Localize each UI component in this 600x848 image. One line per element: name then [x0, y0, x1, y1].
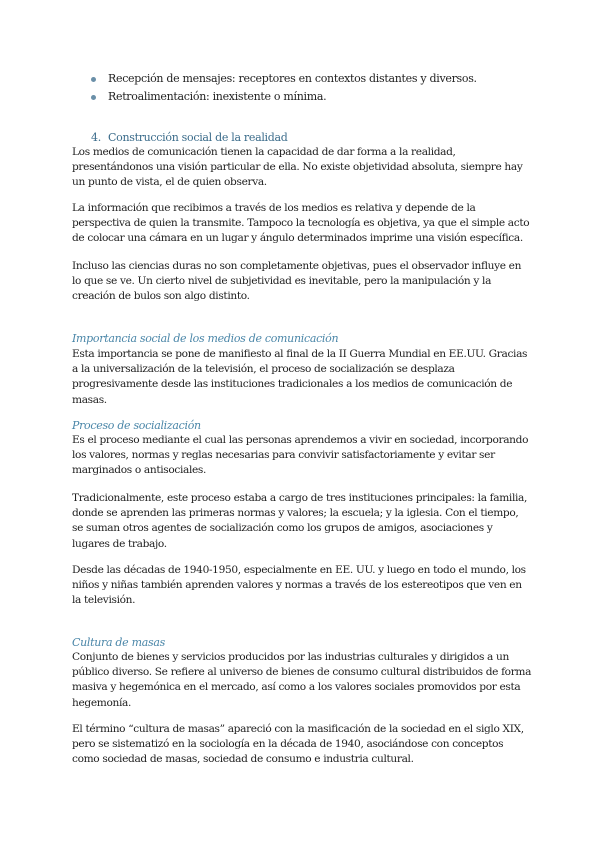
paragraph: La información que recibimos a través de los medios es relativa y depende de la perspectiva de quien la transmite. Tampoco la tecnología es objetiva, ya que el simple acto de colocar una cámara en un lugar y ángulo determinados imprime una visión específica.	[72, 202, 530, 245]
paragraph: Es el proceso mediante el cual las personas aprendemos a vivir en sociedad, incorporando los valores, normas y reglas necesarias para convivir satisfactoriamente y evitar ser marginados o antisociales.	[72, 434, 529, 477]
list-item: Retroalimentación: inexistente o mínima.	[88, 89, 477, 104]
paragraph: Incluso las ciencias duras no son completamente objetivas, pues el observador influye en lo que se ve. Un cierto nivel de subjetividad es inevitable, pero la manipulación y la creación de bulos son algo distinto.	[72, 260, 522, 303]
section-title: Construcción social de la realidad	[108, 131, 288, 144]
section-heading-cultura: Cultura de masas	[72, 636, 165, 649]
paragraph: Conjunto de bienes y servicios producidos por las industrias culturales y dirigidos a un público diverso. Se refiere al universo de bienes de consumo cultural distribuidos de forma masiva y hegemónica en el mercado, así como a los valores sociales promovidos por esta hegemonía.	[72, 651, 532, 709]
section-heading-construccion	[91, 131, 288, 144]
paragraph: Los medios de comunicación tienen la capacidad de dar forma a la realidad, presentándonos una visión particular de ella. No existe objetividad absoluta, siempre hay un punto de vista, el de quien observa.	[72, 146, 523, 189]
section-heading-socializacion: Proceso de socialización	[72, 419, 201, 432]
paragraph: Tradicionalmente, este proceso estaba a cargo de tres instituciones principales: la familia, donde se aprenden las primeras normas y valores; la escuela; y la iglesia. Con el tiempo, se suman otros agentes de socialización como los grupos de amigos, asociaciones y lugares de trabajo.	[72, 492, 528, 550]
list-item: Recepción de mensajes: receptores en contextos distantes y diversos.	[88, 71, 477, 86]
bullet-list	[88, 71, 477, 107]
section-heading-importancia: Importancia social de los medios de comunicación	[72, 332, 339, 345]
section-number: 4.	[91, 131, 101, 144]
paragraph: Esta importancia se pone de manifiesto al final de la II Guerra Mundial en EE.UU. Gracias a la universalización de la televisión, el proceso de socialización se desplaza progresivamente desde las instituciones tradicionales a los medios de comunicación de masas.	[72, 348, 528, 406]
paragraph: El término “cultura de masas” apareció con la masificación de la sociedad en el siglo XIX, pero se sistematizó en la sociología en la década de 1940, asociándose con conceptos como sociedad de masas, sociedad de consumo e industria cultural.	[72, 723, 524, 766]
paragraph: Desde las décadas de 1940-1950, especialmente en EE. UU. y luego en todo el mundo, los niños y niñas también aprenden valores y normas a través de los estereotipos que ven en la televisión.	[72, 564, 526, 607]
